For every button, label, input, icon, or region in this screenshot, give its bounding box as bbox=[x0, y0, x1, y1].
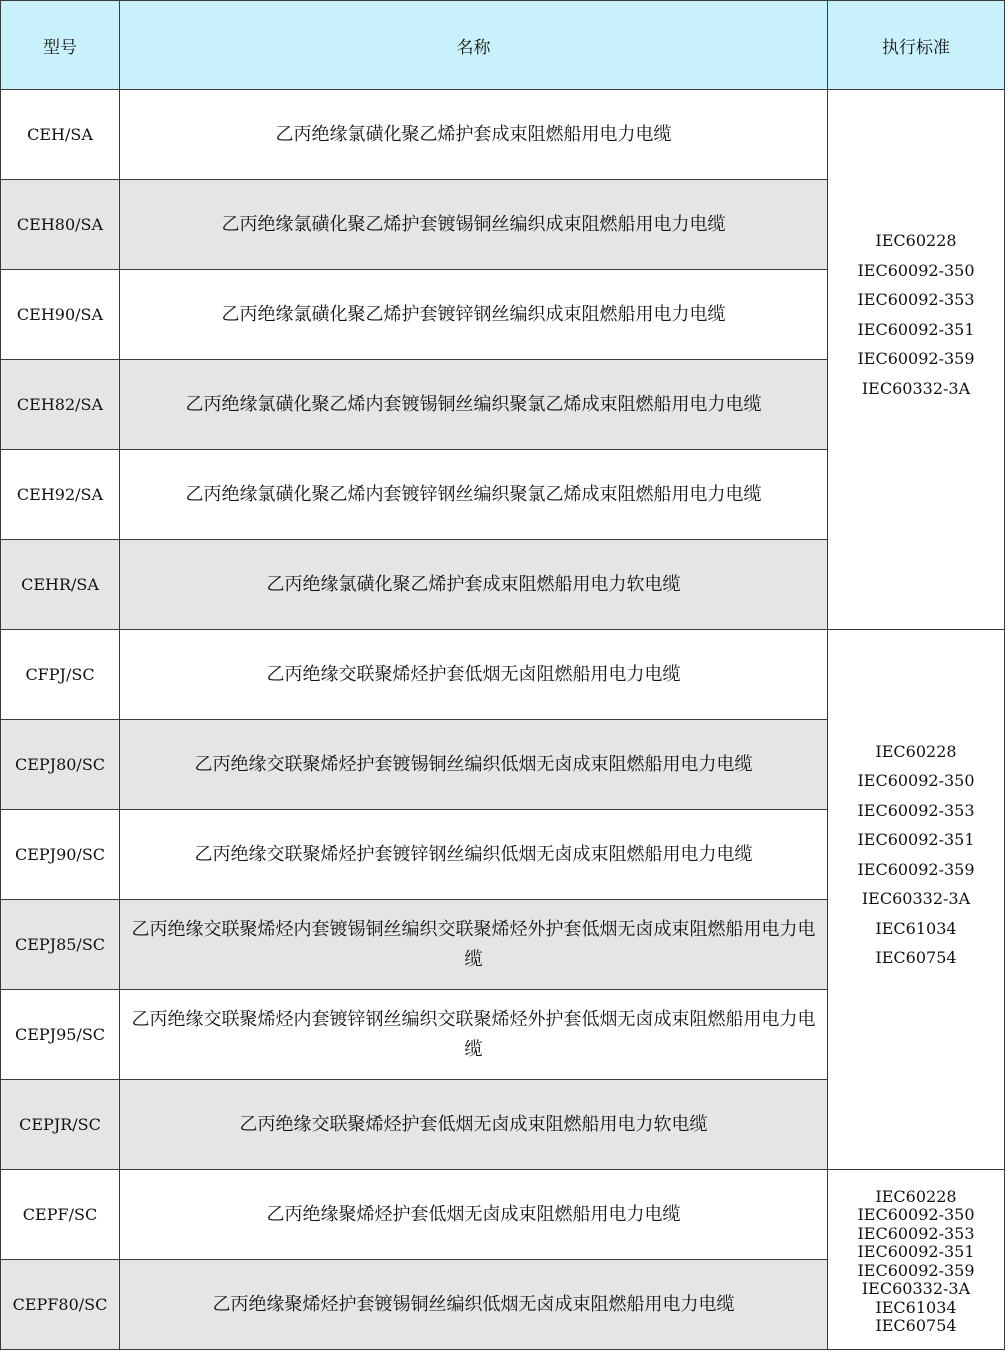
cell-standards-group-3 bbox=[828, 1170, 1005, 1350]
standard-item: IEC61034 bbox=[875, 1297, 957, 1317]
cell-model: CEPJ90/SC bbox=[1, 810, 120, 900]
standard-item: IEC60092-351 bbox=[857, 1242, 975, 1261]
cell-name: 乙丙绝缘交联聚烯烃护套低烟无卤阻燃船用电力电缆 bbox=[120, 630, 828, 720]
table-row bbox=[1, 630, 1005, 720]
cell-name: 乙丙绝缘氯磺化聚乙烯护套成束阻燃船用电力电缆 bbox=[120, 90, 828, 180]
standard-item: IEC60092-353 bbox=[857, 1223, 975, 1243]
standard-item: IEC60092-359 bbox=[857, 349, 975, 368]
table-header-row bbox=[1, 1, 1005, 90]
table-row bbox=[1, 90, 1005, 180]
cell-name: 乙丙绝缘氯磺化聚乙烯内套镀锡铜丝编织聚氯乙烯成束阻燃船用电力电缆 bbox=[120, 360, 828, 450]
standard-item: IEC60092-350 bbox=[857, 771, 975, 790]
cell-name: 乙丙绝缘交联聚烯烃内套镀锡铜丝编织交联聚烯烃外护套低烟无卤成束阻燃船用电力电缆 bbox=[120, 900, 828, 990]
standard-item: IEC60092-351 bbox=[857, 830, 975, 849]
standard-item: IEC60092-353 bbox=[857, 290, 975, 309]
cell-model: CEH82/SA bbox=[1, 360, 120, 450]
standard-item: IEC60092-351 bbox=[857, 319, 975, 339]
standard-item: IEC60092-350 bbox=[857, 260, 975, 280]
cell-model: CEPJ85/SC bbox=[1, 900, 120, 990]
cell-name: 乙丙绝缘交联聚烯烃内套镀锌钢丝编织交联聚烯烃外护套低烟无卤成束阻燃船用电力电缆 bbox=[120, 990, 828, 1080]
header-name: 名称 bbox=[120, 1, 828, 90]
cell-name: 乙丙绝缘聚烯烃护套低烟无卤成束阻燃船用电力电缆 bbox=[120, 1170, 828, 1260]
standard-item: IEC60092-350 bbox=[857, 1205, 975, 1224]
cell-name: 乙丙绝缘氯磺化聚乙烯护套成束阻燃船用电力软电缆 bbox=[120, 540, 828, 630]
cell-model: CEPF/SC bbox=[1, 1170, 120, 1260]
standard-item: IEC61034 bbox=[875, 918, 957, 938]
cell-standards-group-1 bbox=[828, 90, 1005, 630]
cell-model: CEPJ80/SC bbox=[1, 720, 120, 810]
cell-name: 乙丙绝缘氯磺化聚乙烯内套镀锌钢丝编织聚氯乙烯成束阻燃船用电力电缆 bbox=[120, 450, 828, 540]
cell-name: 乙丙绝缘氯磺化聚乙烯护套镀锌钢丝编织成束阻燃船用电力电缆 bbox=[120, 270, 828, 360]
header-model: 型号 bbox=[1, 1, 120, 90]
cell-name: 乙丙绝缘交联聚烯烃护套镀锡铜丝编织低烟无卤成束阻燃船用电力电缆 bbox=[120, 720, 828, 810]
standard-item: IEC60228 bbox=[875, 1186, 957, 1206]
cell-model: CFPJ/SC bbox=[1, 630, 120, 720]
cell-model: CEH/SA bbox=[1, 90, 120, 180]
standard-item: IEC60332-3A bbox=[861, 889, 971, 908]
standard-item: IEC60092-359 bbox=[857, 859, 975, 879]
standard-item: IEC60092-359 bbox=[857, 1260, 975, 1280]
cell-standards-group-2 bbox=[828, 630, 1005, 1170]
table-row bbox=[1, 1170, 1005, 1260]
standard-item: IEC60228 bbox=[875, 741, 957, 761]
cell-model: CEPJR/SC bbox=[1, 1080, 120, 1170]
cell-name: 乙丙绝缘交联聚烯烃护套低烟无卤成束阻燃船用电力软电缆 bbox=[120, 1080, 828, 1170]
cell-name: 乙丙绝缘交联聚烯烃护套镀锌钢丝编织低烟无卤成束阻燃船用电力电缆 bbox=[120, 810, 828, 900]
standard-item: IEC60754 bbox=[875, 948, 957, 967]
standard-item: IEC60092-353 bbox=[857, 800, 975, 820]
cell-model: CEPJ95/SC bbox=[1, 990, 120, 1080]
header-standard: 执行标准 bbox=[828, 1, 1005, 90]
cell-name: 乙丙绝缘聚烯烃护套镀锡铜丝编织低烟无卤成束阻燃船用电力电缆 bbox=[120, 1260, 828, 1350]
cell-model: CEHR/SA bbox=[1, 540, 120, 630]
cell-model: CEPF80/SC bbox=[1, 1260, 120, 1350]
cell-model: CEH92/SA bbox=[1, 450, 120, 540]
standard-item: IEC60332-3A bbox=[861, 378, 971, 398]
standard-item: IEC60754 bbox=[875, 1316, 957, 1335]
standard-item: IEC60228 bbox=[875, 231, 957, 250]
cell-model: CEH90/SA bbox=[1, 270, 120, 360]
cell-name: 乙丙绝缘氯磺化聚乙烯护套镀锡铜丝编织成束阻燃船用电力电缆 bbox=[120, 180, 828, 270]
cell-model: CEH80/SA bbox=[1, 180, 120, 270]
standard-item: IEC60332-3A bbox=[861, 1279, 971, 1298]
